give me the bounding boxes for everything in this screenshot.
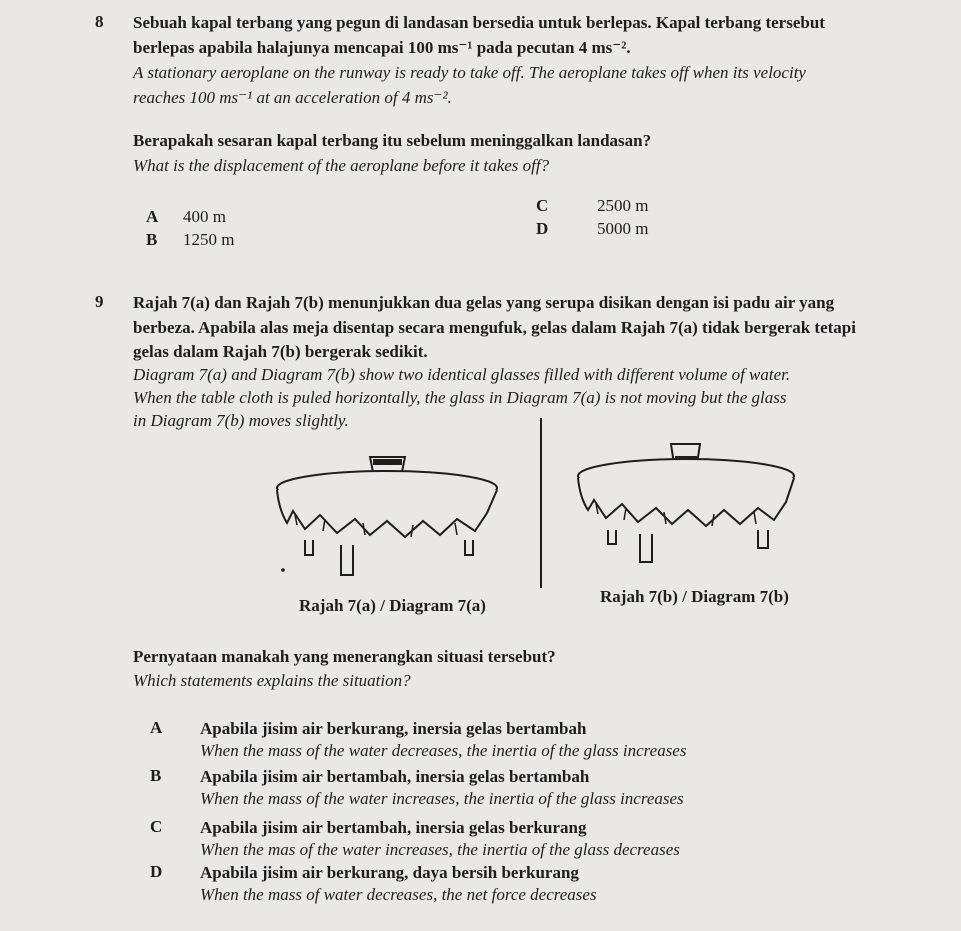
q9-english-line-2: When the table cloth is puled horizontally, the glass in Diagram 7(a) is not moving but the glass [133,388,787,407]
question-9-number: 9 [95,292,104,311]
q9-english-line-1: Diagram 7(a) and Diagram 7(b) show two identical glasses filled with different volume of water. [133,365,791,384]
q8-option-b-text[interactable]: 1250 m [183,230,235,249]
q9-option-c-malay[interactable]: Apabila jisim air bertambah, inersia gelas berkurang [200,818,587,837]
caption-diagram-7a: Rajah 7(a) / Diagram 7(a) [299,596,486,615]
q9-option-a-english[interactable]: When the mass of the water decreases, the inertia of the glass increases [200,741,687,760]
diagram-7a-table [265,445,515,615]
q8-option-a-letter[interactable]: A [146,207,159,226]
q9-option-d-english[interactable]: When the mass of water decreases, the net force decreases [200,885,597,904]
q9-option-b-english[interactable]: When the mass of the water increases, the inertia of the glass increases [200,789,684,808]
q9-english-line-3: in Diagram 7(b) moves slightly. [133,411,349,430]
q8-question-english: What is the displacement of the aeroplane before it takes off? [133,156,550,175]
q9-question-english: Which statements explains the situation? [133,671,411,690]
question-8-number: 8 [95,12,104,31]
caption-diagram-7b: Rajah 7(b) / Diagram 7(b) [600,587,789,606]
q8-malay-line-2: berlepas apabila halajunya mencapai 100 ms⁻¹ pada pecutan 4 ms⁻². [133,38,631,57]
diagram-7b-table [568,438,808,588]
q8-option-d-text[interactable]: 5000 m [597,219,649,238]
q8-malay-line-1: Sebuah kapal terbang yang pegun di landasan bersedia untuk berlepas. Kapal terbang tersebut [133,13,825,32]
q8-english-line-1: A stationary aeroplane on the runway is ready to take off. The aeroplane takes off when its velocity [133,63,806,82]
q9-option-a-letter[interactable]: A [150,718,163,737]
q9-malay-line-3: gelas dalam Rajah 7(b) bergerak sedikit. [133,342,428,361]
q9-option-b-malay[interactable]: Apabila jisim air bertambah, inersia gelas bertambah [200,767,590,786]
q9-option-c-letter[interactable]: C [150,817,163,836]
q8-question-malay: Berapakah sesaran kapal terbang itu sebelum meninggalkan landasan? [133,131,652,150]
q9-option-d-malay[interactable]: Apabila jisim air berkurang, daya bersih berkurang [200,863,579,882]
q9-question-malay: Pernyataan manakah yang menerangkan situasi tersebut? [133,647,556,666]
q8-option-a-text[interactable]: 400 m [183,207,226,226]
q9-option-a-malay[interactable]: Apabila jisim air berkurang, inersia gelas bertambah [200,719,587,738]
q9-option-d-letter[interactable]: D [150,862,163,881]
q8-option-c-letter[interactable]: C [536,196,549,215]
q9-option-b-letter[interactable]: B [150,766,162,785]
q9-malay-line-2: berbeza. Apabila alas meja disentap secara mengufuk, gelas dalam Rajah 7(a) tidak bergerak tetapi [133,318,856,337]
q8-option-d-letter[interactable]: D [536,219,549,238]
q8-option-b-letter[interactable]: B [146,230,158,249]
q8-english-line-2: reaches 100 ms⁻¹ at an acceleration of 4 ms⁻². [133,88,452,107]
q9-malay-line-1: Rajah 7(a) dan Rajah 7(b) menunjukkan dua gelas yang serupa disikan dengan isi padu air yang [133,293,835,312]
q8-option-c-text[interactable]: 2500 m [597,196,649,215]
diagram-divider [540,418,542,588]
q9-option-c-english[interactable]: When the mas of the water increases, the inertia of the glass decreases [200,840,680,859]
